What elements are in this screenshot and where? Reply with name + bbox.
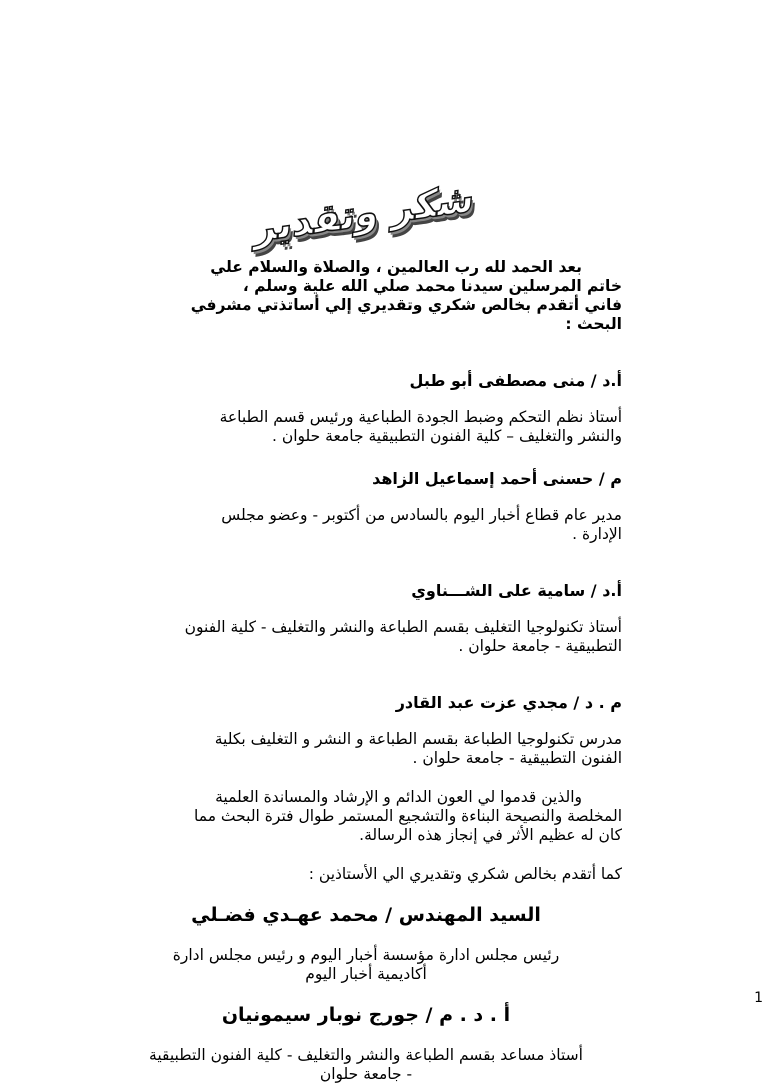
also-thanks-line: كما أتقدم بخالص شكري وتقديري الي الأستاذين : [308, 865, 622, 883]
thanks-line: كان له عظيم الأثر في إنجاز هذه الرسالة. [359, 826, 622, 844]
supervisor-block [110, 580, 622, 656]
supervisor-title: التطبيقية - جامعة حلوان . [458, 637, 622, 655]
professor-title: - جامعة حلوان [319, 1065, 413, 1083]
title-text: شكر وتقدير [253, 175, 477, 251]
page-number: 1 [754, 990, 763, 1006]
supervisor-title: أستاذ تكنولوجيا التغليف بقسم الطباعة والنشر والتغليف - كلية الفنون [184, 618, 622, 636]
intro-line: البحث : [565, 315, 622, 333]
supervisor-title: أستاذ نظم التحكم وضبط الجودة الطباعية ورئيس قسم الطباعة [219, 408, 622, 426]
engineer-block [110, 903, 622, 984]
professor-block [110, 1003, 622, 1084]
engineer-name: السيد المهندس / محمد عهـدي فضـلي [191, 904, 541, 926]
intro-paragraph [110, 258, 622, 334]
supervisor-title: مدرس تكنولوجيا الطباعة بقسم الطباعة و النشر و التغليف بكلية [214, 730, 622, 748]
professor-title: أستاذ مساعد بقسم الطباعة والنشر والتغليف - كلية الفنون التطبيقية [149, 1046, 583, 1064]
engineer-title: رئيس مجلس ادارة مؤسسة أخبار اليوم و رئيس مجلس ادارة [172, 946, 560, 964]
supervisor-title: والنشر والتغليف – كلية الفنون التطبيقية جامعة حلوان . [271, 427, 622, 445]
thanks-paragraph [110, 788, 622, 845]
supervisor-name: م . د / مجدي عزت عبد القادر [395, 693, 622, 712]
supervisor-block [110, 370, 622, 446]
supervisor-name: م / حسنى أحمد إسماعيل الزاهد [372, 469, 622, 488]
intro-line: خاتم المرسلين سيدنا محمد صلي الله علية وسلم ، [242, 277, 622, 295]
professor-name: أ . د . م / جورج نوبار سيمونيان [221, 1004, 511, 1026]
supervisor-title: الفنون التطبيقية - جامعة حلوان . [412, 749, 622, 767]
intro-line: فاني أتقدم بخالص شكري وتقديري إلي أساتذتي مشرفي [190, 296, 622, 314]
supervisor-block [110, 468, 622, 544]
supervisor-title: مدير عام قطاع أخبار اليوم بالسادس من أكتوبر - وعضو مجلس [221, 506, 622, 524]
supervisor-block [110, 692, 622, 768]
supervisor-name: أ.د / سامية على الشـــناوي [411, 581, 622, 600]
supervisor-title: الإدارة . [572, 525, 622, 543]
engineer-title: أكاديمية أخبار اليوم [305, 965, 427, 983]
thanks-line: والذين قدموا لي العون الدائم و الإرشاد والمساندة العلمية [215, 788, 582, 806]
title-wordart [250, 175, 480, 251]
supervisor-name: أ.د / منى مصطفى أبو طبل [409, 371, 622, 390]
document-body [110, 258, 622, 1084]
intro-line: بعد الحمد لله رب العالمين ، والصلاة والسلام علي [210, 258, 582, 276]
thanks-line: المخلصة والنصيحة البناءة والتشجيع المستمر طوال فترة البحث مما [194, 807, 622, 825]
